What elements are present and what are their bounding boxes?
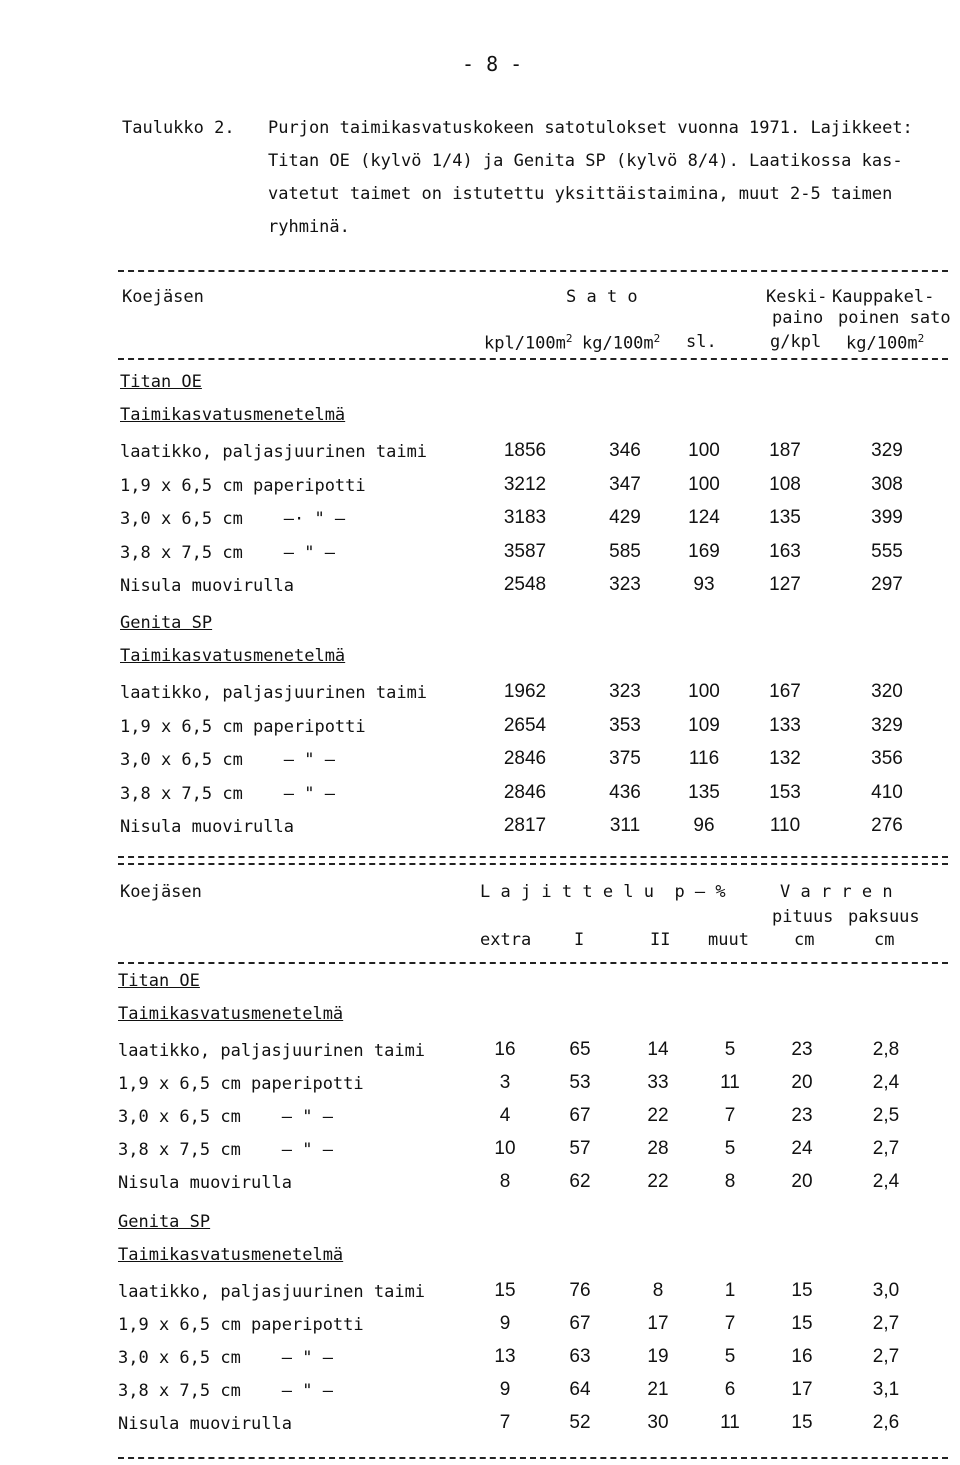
table-cell: 53 xyxy=(569,1072,591,1093)
table-cell: 3183 xyxy=(503,507,547,528)
table-cell: 163 xyxy=(769,540,801,562)
col-header-poinen-sato: poinen sato xyxy=(838,308,951,328)
variety-name: Titan OE xyxy=(118,971,200,991)
row-label: laatikko, paljasjuurinen taimi xyxy=(120,442,428,462)
col-header-sato: S a t o xyxy=(566,287,638,307)
table-cell: 116 xyxy=(688,748,720,769)
table-cell: 5 xyxy=(724,1039,736,1060)
table-cell: 323 xyxy=(609,574,641,595)
table-cell: 323 xyxy=(609,681,641,702)
col-header-koejasen: Koejäsen xyxy=(120,882,202,902)
table-cell: 7 xyxy=(499,1412,511,1433)
row-label: 3,0 x 6,5 cm – " – xyxy=(118,1348,333,1368)
table-cell: 67 xyxy=(569,1105,591,1126)
table-cell: 10 xyxy=(494,1138,516,1159)
col-header-kauppakel: Kauppakel- xyxy=(832,287,935,307)
col-header-muut: muut xyxy=(708,930,749,950)
table-cell: 1 xyxy=(724,1280,736,1301)
table-cell: 356 xyxy=(871,748,903,769)
table-cell: 20 xyxy=(791,1072,813,1093)
table-cell: 410 xyxy=(871,781,903,803)
col-header-pituus: pituus xyxy=(772,907,834,927)
table-cell: 100 xyxy=(688,440,720,461)
col-header-gkpl: g/kpl xyxy=(770,332,822,352)
table-cell: 2,4 xyxy=(872,1171,900,1192)
caption-line: vatetut taimet on istutettu yksittäistaimina, muut 2-5 taimen xyxy=(268,184,893,204)
col-header-paksuus: paksuus xyxy=(848,907,920,927)
table-cell: 187 xyxy=(769,440,801,461)
row-label: 1,9 x 6,5 cm paperipotti xyxy=(120,716,366,737)
table-cell: 20 xyxy=(791,1171,813,1192)
table-cell: 3,1 xyxy=(872,1379,900,1400)
table-cell: 22 xyxy=(647,1105,669,1126)
table-cell: 3,0 xyxy=(872,1280,900,1301)
table-cell: 7 xyxy=(724,1313,736,1334)
table-cell: 2654 xyxy=(503,714,547,736)
row-label: 1,9 x 6,5 cm paperipotti xyxy=(118,1315,364,1335)
variety-name: Genita SP xyxy=(120,613,213,633)
variety-name: Titan OE xyxy=(120,372,202,392)
double-rule xyxy=(118,856,948,865)
table-cell: 5 xyxy=(724,1138,736,1159)
table-cell: 23 xyxy=(791,1105,813,1126)
row-label: 3,0 x 6,5 cm – " – xyxy=(120,750,335,770)
table-cell: 9 xyxy=(499,1379,511,1400)
table-cell: 23 xyxy=(791,1039,813,1060)
table-cell: 1856 xyxy=(503,440,547,461)
table-cell: 1962 xyxy=(503,681,547,702)
col-header-extra: extra xyxy=(480,930,532,950)
table-cell: 64 xyxy=(569,1379,591,1400)
table-cell: 2846 xyxy=(503,748,547,769)
table-cell: 375 xyxy=(609,748,641,769)
table-cell: 110 xyxy=(769,815,801,836)
table-cell: 153 xyxy=(769,781,801,803)
row-label: 3,0 x 6,5 cm – " – xyxy=(118,1107,333,1127)
col-header-koejasen: Koejäsen xyxy=(122,287,204,307)
table-cell: 2,7 xyxy=(872,1138,900,1159)
table-cell: 555 xyxy=(871,540,903,562)
table-cell: 2,4 xyxy=(872,1072,900,1093)
table-cell: 8 xyxy=(652,1280,664,1301)
caption-line: Purjon taimikasvatuskokeen satotulokset vuonna 1971. Lajikkeet: xyxy=(268,118,913,138)
table-cell: 19 xyxy=(647,1346,669,1367)
row-label: Nisula muovirulla xyxy=(120,576,294,596)
table-cell: 346 xyxy=(609,440,641,461)
table-cell: 8 xyxy=(724,1171,736,1192)
table-cell: 15 xyxy=(791,1313,813,1334)
table-cell: 320 xyxy=(871,681,903,702)
table-cell: 15 xyxy=(791,1280,813,1301)
superscript: 2 xyxy=(653,332,661,345)
table-cell: 67 xyxy=(569,1313,591,1334)
table-cell: 127 xyxy=(769,574,801,595)
method-heading: Taimikasvatusmenetelmä xyxy=(118,1245,344,1265)
col-header-keski: Keski- xyxy=(766,287,828,307)
table-cell: 399 xyxy=(871,507,903,528)
table-cell: 3 xyxy=(499,1072,511,1093)
col-header-kg: $kg/100m^2$ xyxy=(582,332,661,354)
table-cell: 15 xyxy=(494,1280,516,1301)
col-header-sl: sl. xyxy=(686,332,717,352)
table-cell: 108 xyxy=(769,473,801,495)
header-rule-bottom xyxy=(118,358,948,360)
row-label: laatikko, paljasjuurinen taimi xyxy=(120,683,428,703)
table-cell: 30 xyxy=(647,1412,669,1433)
table-cell: 2817 xyxy=(503,815,547,836)
table-caption-label: Taulukko 2. xyxy=(122,118,235,138)
table-cell: 133 xyxy=(769,714,801,736)
col-header-i: I xyxy=(574,930,585,950)
table-cell: 4 xyxy=(499,1105,511,1126)
table-cell: 100 xyxy=(688,473,720,495)
table-cell: 2,7 xyxy=(872,1346,900,1367)
table-cell: 329 xyxy=(871,440,903,461)
row-label: laatikko, paljasjuurinen taimi xyxy=(118,1041,426,1061)
col-header-kpl: kpl/$100m^2$ xyxy=(484,332,573,354)
table-cell: 109 xyxy=(688,714,720,736)
table-cell: 2,7 xyxy=(872,1313,900,1334)
table-cell: 96 xyxy=(693,815,715,836)
superscript: 2 xyxy=(917,332,925,345)
method-heading: Taimikasvatusmenetelmä xyxy=(118,1004,344,1024)
table-cell: 6 xyxy=(724,1379,736,1400)
table-cell: 52 xyxy=(569,1412,591,1433)
table-cell: 57 xyxy=(569,1138,591,1159)
row-label: 1,9 x 6,5 cm paperipotti xyxy=(118,1074,364,1094)
table-cell: 17 xyxy=(791,1379,813,1400)
table-cell: 100 xyxy=(688,681,720,702)
table-cell: 33 xyxy=(647,1072,669,1093)
table-cell: 276 xyxy=(871,815,903,836)
table-cell: 2548 xyxy=(503,574,547,595)
table-cell: 135 xyxy=(688,781,720,803)
table-cell: 16 xyxy=(494,1039,516,1060)
table-cell: 13 xyxy=(494,1346,516,1367)
table-cell: 63 xyxy=(569,1346,591,1367)
table-cell: 5 xyxy=(724,1346,736,1367)
table-cell: 353 xyxy=(609,714,641,736)
row-label: 3,8 x 7,5 cm – " – xyxy=(118,1140,333,1160)
table-cell: 15 xyxy=(791,1412,813,1433)
header-rule-bottom xyxy=(118,962,948,964)
table-cell: 17 xyxy=(647,1313,669,1334)
table-cell: 308 xyxy=(871,473,903,495)
row-label: Nisula muovirulla xyxy=(118,1414,292,1434)
table-cell: 22 xyxy=(647,1171,669,1192)
table-cell: 2846 xyxy=(503,781,547,803)
row-label: 3,8 x 7,5 cm – " – xyxy=(118,1381,333,1401)
table-cell: 11 xyxy=(720,1412,740,1433)
table-cell: 3587 xyxy=(503,540,547,562)
table-cell: 2,6 xyxy=(872,1412,900,1433)
table-cell: 8 xyxy=(499,1171,511,1192)
row-label: 1,9 x 6,5 cm paperipotti xyxy=(120,475,366,496)
row-label: Nisula muovirulla xyxy=(118,1173,292,1193)
col-header-ii: II xyxy=(650,930,671,950)
page-number: - 8 - xyxy=(462,52,523,76)
col-header-cm-pituus: cm xyxy=(794,930,815,950)
col-header-paino: paino xyxy=(772,308,824,328)
table-cell: 124 xyxy=(688,507,720,528)
table-cell: 297 xyxy=(871,574,903,595)
header-rule-top xyxy=(118,270,948,272)
table-cell: 135 xyxy=(769,507,801,528)
table-cell: 2,5 xyxy=(872,1105,900,1126)
table-cell: 65 xyxy=(569,1039,591,1060)
table-cell: 62 xyxy=(569,1171,591,1192)
bottom-rule xyxy=(118,1457,948,1459)
caption-line: Titan OE (kylvö 1/4) ja Genita SP (kylvö 8/4). Laatikossa kas- xyxy=(268,151,903,171)
table-cell: 3212 xyxy=(503,473,547,495)
col-header-varren: V a r r e n xyxy=(780,882,893,902)
superscript: 2 xyxy=(565,332,573,345)
method-heading: Taimikasvatusmenetelmä xyxy=(120,646,346,666)
table-cell: 14 xyxy=(647,1039,669,1060)
table-cell: 93 xyxy=(693,574,715,595)
table-cell: 167 xyxy=(769,681,801,702)
table-cell: 21 xyxy=(647,1379,669,1400)
row-label: Nisula muovirulla xyxy=(120,817,294,837)
method-heading: Taimikasvatusmenetelmä xyxy=(120,405,346,425)
caption-line: ryhminä. xyxy=(268,217,350,237)
table-cell: 16 xyxy=(791,1346,813,1367)
table-cell: 76 xyxy=(569,1280,591,1301)
table-cell: 24 xyxy=(791,1138,813,1159)
row-label: 3,0 x 6,5 cm –· " – xyxy=(120,509,346,529)
table-cell: 436 xyxy=(609,781,641,803)
row-label: 3,8 x 7,5 cm – " – xyxy=(120,783,335,804)
table-cell: 11 xyxy=(720,1072,740,1093)
table-cell: 429 xyxy=(609,507,641,528)
variety-name: Genita SP xyxy=(118,1212,211,1232)
row-label: 3,8 x 7,5 cm – " – xyxy=(120,542,335,563)
table-cell: 2,8 xyxy=(872,1039,900,1060)
col-header-cm-paksuus: cm xyxy=(874,930,895,950)
table-cell: 169 xyxy=(688,540,720,562)
table-cell: 347 xyxy=(609,473,641,495)
table-cell: 311 xyxy=(609,815,641,836)
row-label: laatikko, paljasjuurinen taimi xyxy=(118,1282,426,1302)
table-cell: 132 xyxy=(769,748,801,769)
col-header-kg2: $kg/100m^2$ xyxy=(846,332,925,354)
table-cell: 585 xyxy=(609,540,641,562)
table-cell: 7 xyxy=(724,1105,736,1126)
col-header-lajittelu: L a j i t t e l u p – % xyxy=(480,882,726,902)
table-cell: 28 xyxy=(647,1138,669,1159)
table-cell: 9 xyxy=(499,1313,511,1334)
table-cell: 329 xyxy=(871,714,903,736)
